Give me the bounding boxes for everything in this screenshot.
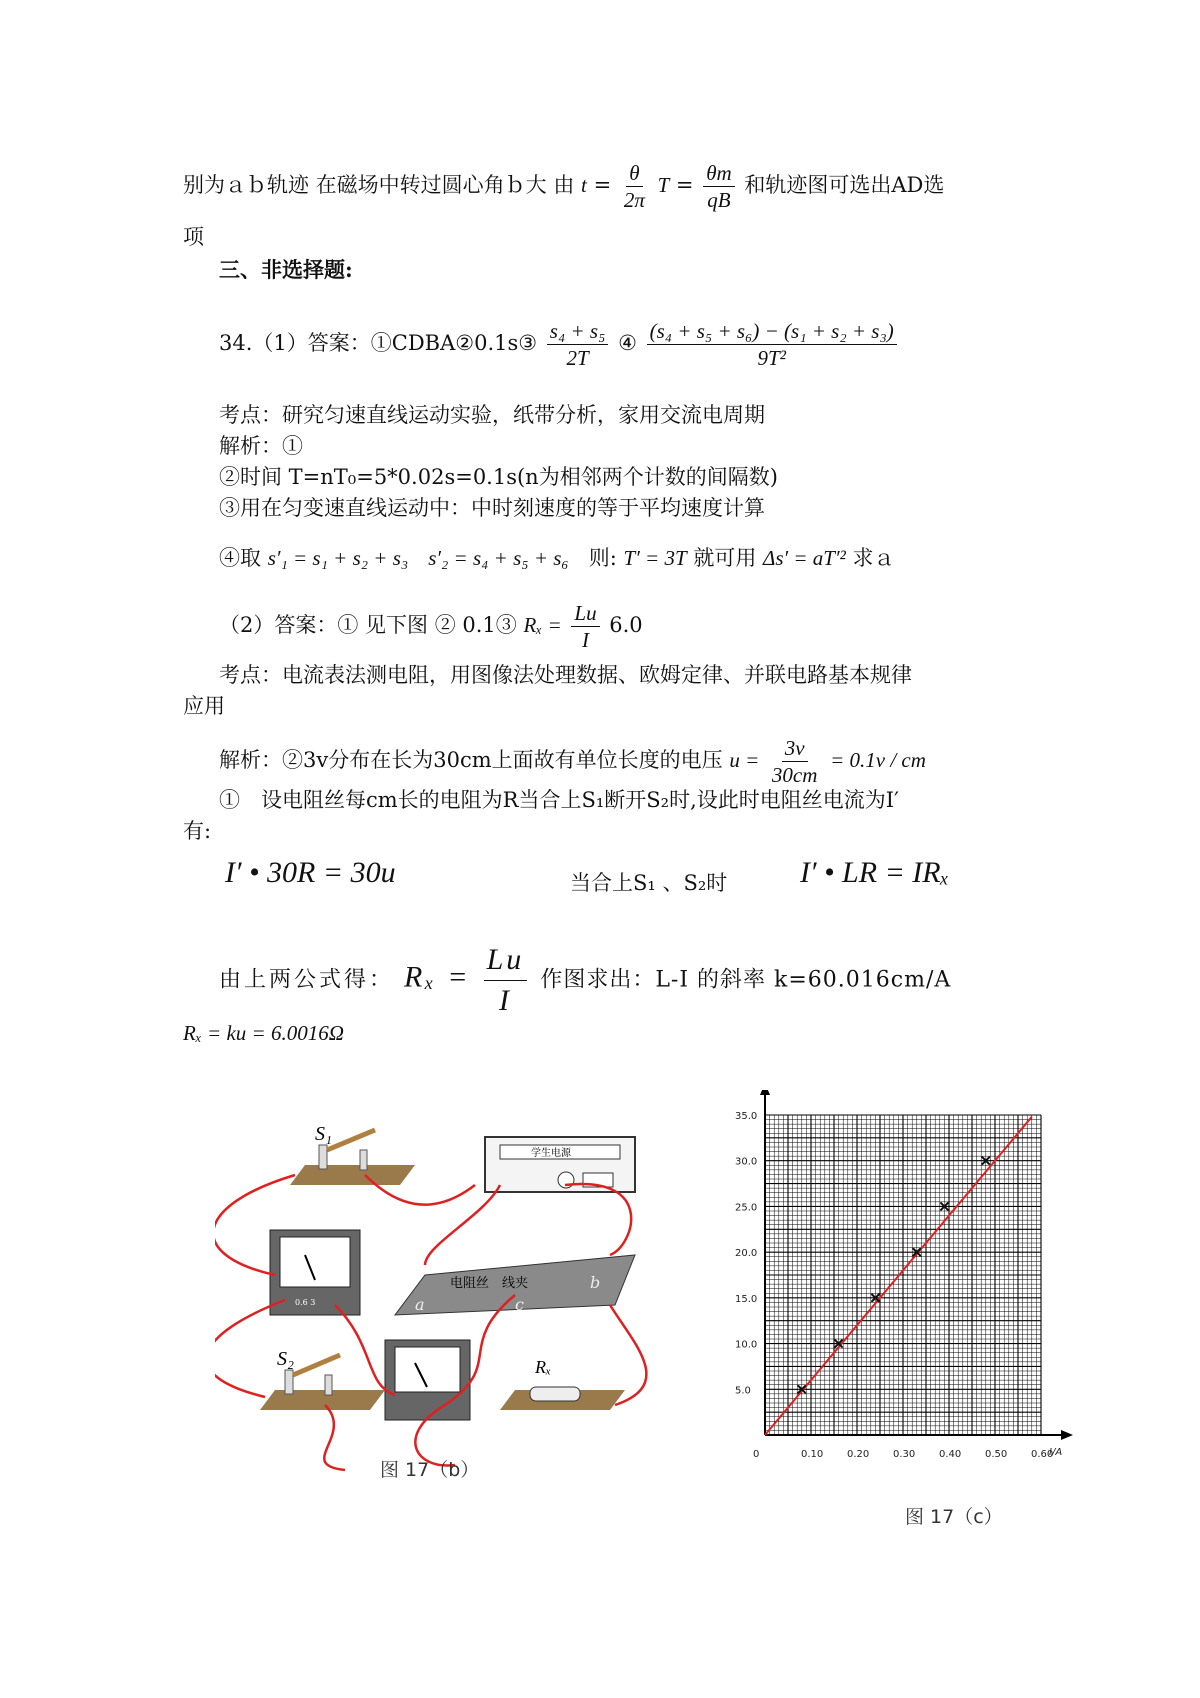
y-tick-label: 5.0 bbox=[735, 1385, 751, 1397]
text: 有: bbox=[183, 819, 212, 843]
svg-text:电阻丝 线夹: 电阻丝 线夹 bbox=[450, 1276, 529, 1291]
text: 和轨迹图可选出AD选 bbox=[744, 173, 945, 197]
figure-caption: 图 17（b） bbox=[380, 1459, 480, 1481]
y-tick-label: 25.0 bbox=[735, 1202, 758, 1214]
step-line: ②时间 T=nT₀=5*0.02s=0.1s(n为相邻两个计数的间隔数) bbox=[219, 465, 778, 489]
chart-figure bbox=[715, 1090, 1075, 1490]
svg-text:a: a bbox=[415, 1295, 425, 1314]
y-tick-label: 30.0 bbox=[735, 1156, 758, 1168]
derive-line: 由上两公式得： Rₓ = $\frac{Lu}{I}$ 作图求出：L-I 的斜率 k=60.016cm/A bbox=[219, 940, 1035, 1021]
y-tick-label: 15.0 bbox=[735, 1293, 758, 1305]
s2-label: S₂ bbox=[277, 1348, 294, 1370]
jiexi-line: 解析：②3v分布在长为30cm上面故有单位长度的电压 u = $\frac{3v}{30cm}$ = 0.1v / cm bbox=[219, 736, 926, 787]
s1-label: S₁ bbox=[315, 1123, 332, 1145]
kaodian-line: 考点：研究匀速直线运动实验，纸带分析，家用交流电周期 bbox=[219, 403, 765, 427]
x-tick-label: 0.10 bbox=[801, 1449, 824, 1460]
svg-text:学生电源: 学生电源 bbox=[531, 1148, 571, 1159]
fraction: $\frac{\text{s₄ + s₅}}{2T}$ bbox=[547, 318, 609, 371]
x-tick-label: 0.50 bbox=[985, 1449, 1008, 1460]
fraction: $\frac{\text{(s₄ + s₅ + s₆) − (s₁ + s₂ + s₃)}}{\text{9T²}}$ bbox=[647, 318, 897, 371]
switch-base bbox=[290, 1165, 415, 1185]
x-tick-label: 0.20 bbox=[847, 1449, 870, 1460]
text: 别为ａｂ轨迹 在磁场中转过圆心角ｂ大 由 bbox=[183, 173, 575, 197]
paragraph-line: 项 bbox=[183, 225, 204, 249]
svg-text:0.6 3: 0.6 3 bbox=[295, 1298, 316, 1307]
svg-text:Rₓ: Rₓ bbox=[535, 1357, 552, 1377]
x-axis-label: I/A bbox=[1049, 1447, 1063, 1458]
switch-lever bbox=[327, 1130, 375, 1150]
x-tick-label: 0 bbox=[753, 1449, 760, 1460]
chart-caption: 图 17（c） bbox=[905, 1506, 1003, 1528]
y-tick-label: 10.0 bbox=[735, 1339, 758, 1351]
part2-answer: （2）答案：① 见下图 ② 0.1③ Rₓ = $\frac{Lu}{I}$ 6.0 bbox=[219, 601, 643, 652]
math-var: T bbox=[657, 173, 670, 197]
fraction: $\frac{Lu}{I}$ bbox=[571, 600, 599, 653]
switch-base bbox=[260, 1390, 385, 1410]
step-line: ③用在匀变速直线运动中：中时刻速度的等于平均速度计算 bbox=[219, 496, 765, 520]
x-axis-arrow bbox=[1061, 1430, 1073, 1440]
text: 当合上S₁ 、S₂时 bbox=[570, 871, 728, 895]
paragraph-line: 别为ａｂ轨迹 在磁场中转过圆心角ｂ大 由 t = $\frac{\theta}{2\pi}$ T = $\frac{\theta m}{qB}$ 和轨迹图可选出AD选 bbox=[183, 161, 945, 212]
svg-text:c: c bbox=[515, 1295, 524, 1314]
x-tick-label: 0.30 bbox=[893, 1449, 916, 1460]
x-tick-label: 0.40 bbox=[939, 1449, 962, 1460]
equation: I′ • LR = IRₓ bbox=[800, 856, 950, 889]
x-tick-label: 0.60 bbox=[1031, 1449, 1054, 1460]
math-var: t bbox=[581, 173, 587, 197]
svg-text:b: b bbox=[590, 1273, 601, 1292]
equation: I′ • 30R = 30u bbox=[225, 856, 396, 889]
kaodian-line: 应用 bbox=[183, 694, 225, 718]
fraction: $\frac{3v}{30cm}$ bbox=[771, 736, 818, 787]
y-tick-label: 20.0 bbox=[735, 1248, 758, 1260]
section-title: 三、非选择题: bbox=[219, 257, 353, 282]
fraction: $\frac{\theta}{2\pi}$ bbox=[623, 161, 645, 212]
step-line: ① 设电阻丝每cm长的电阻为R当合上S₁断开S₂时,设此时电阻丝电流为I′ bbox=[219, 788, 899, 812]
y-axis-arrow bbox=[760, 1090, 770, 1095]
fraction: $\frac{\theta m}{qB}$ bbox=[703, 160, 734, 213]
y-tick-label: 35.0 bbox=[735, 1111, 758, 1122]
equation: Rₓ = ku = 6.0016Ω bbox=[183, 1021, 344, 1045]
circuit-figure bbox=[215, 1105, 685, 1475]
jiexi-line: 解析：① bbox=[219, 434, 303, 458]
q34-answer: 34.（1）答案：①CDBA②0.1s③ $\frac{\text{s₄ + s₅}}{2T}$ ④ $\frac{\text{(s₄ + s₅ + s₆) − (s₁ + s₂ + s₃)}}{\text{9T²}}$ bbox=[219, 318, 1035, 371]
kaodian-line: 考点：电流表法测电阻，用图像法处理数据、欧姆定律、并联电路基本规律 bbox=[219, 663, 912, 687]
step-line: ④取 s′₁ = s₁ + s₂ + s₃ s′₂ = s₄ + s₅ + s₆ 则: T′ = 3T 就可用 Δs′ = aT′² 求ａ bbox=[219, 546, 895, 570]
